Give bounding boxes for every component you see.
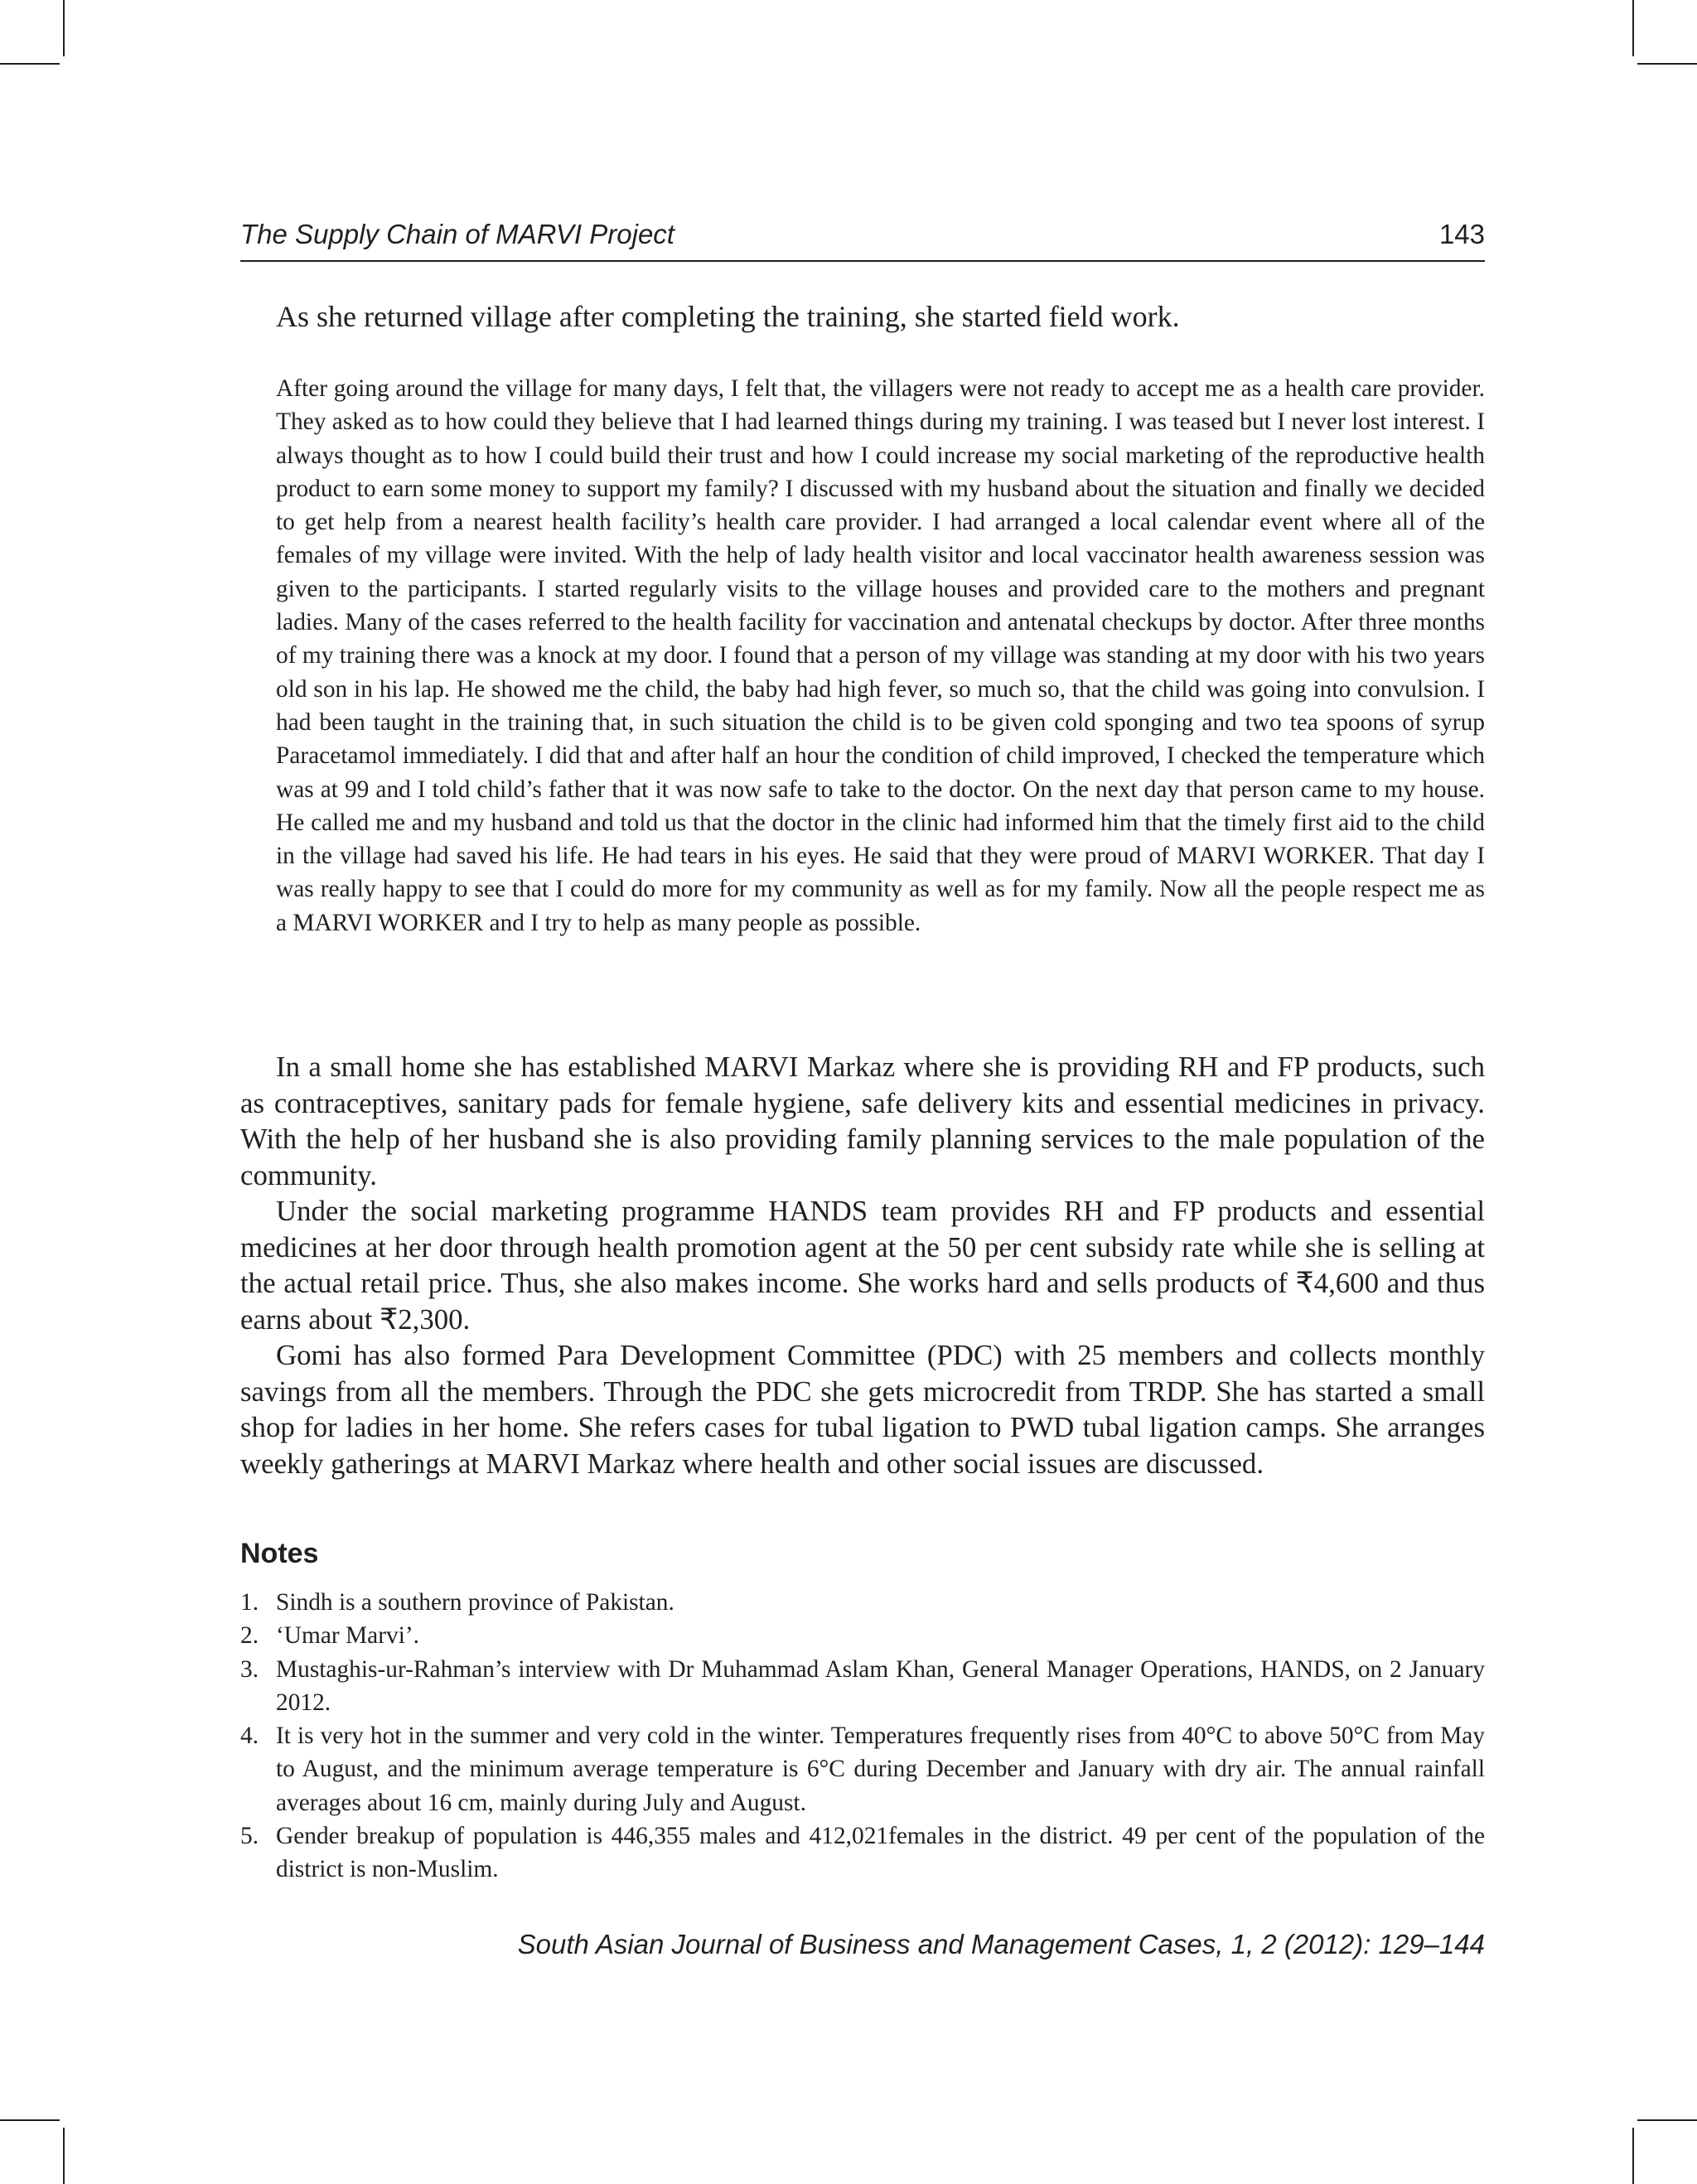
journal-footer: South Asian Journal of Business and Management Cases, 1, 2 (2012): 129–144 — [517, 1929, 1485, 1959]
note-number: 2. — [240, 1622, 259, 1650]
note-item — [240, 1586, 1485, 1619]
crop-mark-top-right-h — [1637, 63, 1697, 65]
note-item — [240, 1619, 1485, 1652]
note-number: 4. — [240, 1723, 259, 1750]
body-paragraph: In a small home she has established MARVI Markaz where she is providing RH and FP products, such as contraceptives, sanitary pads for female hygiene, safe delivery kits and essential medicines in privacy. With the help of her husband she is also providing family planning services to the male population of the community. — [240, 1051, 1485, 1191]
notes-heading: Notes — [240, 1538, 319, 1569]
note-number: 5. — [240, 1823, 259, 1850]
note-item — [240, 1819, 1485, 1887]
page-number: 143 — [1438, 219, 1485, 249]
note-number: 3. — [240, 1655, 259, 1683]
body-text — [240, 1049, 1485, 1481]
running-title: The Supply Chain of MARVI Project — [240, 219, 674, 249]
note-item — [240, 1653, 1485, 1720]
crop-mark-bottom-left-h — [0, 2119, 60, 2121]
lead-sentence: As she returned village after completing the training, she started field work. — [276, 300, 1180, 333]
crop-mark-top-right — [1632, 0, 1634, 56]
running-head — [240, 214, 1485, 262]
body-paragraph: Under the social marketing programme HANDS team provides RH and FP products and essential medicines at her door through health promotion agent at the 50 per cent subsidy rate while she is selling at the actual retail price. Thus, she also makes income. She works hard and sells products of ₹4,600 and thus earns about ₹2,300. — [240, 1195, 1485, 1336]
crop-mark-bottom-right-h — [1637, 2119, 1697, 2121]
note-number: 1. — [240, 1589, 259, 1616]
crop-mark-top-left-h — [0, 63, 60, 65]
note-text: Mustaghis-ur-Rahman’s interview with Dr Muhammad Aslam Khan, General Manager Operations, HANDS, on 2 January 2012. — [276, 1655, 1485, 1716]
note-text: It is very hot in the summer and very cold in the winter. Temperatures frequently rises from 40°C to above 50°C from May to August, and the minimum average temperature is 6°C during December and January with dry air. The annual rainfall averages about 16 cm, mainly during July and August. — [276, 1723, 1485, 1816]
note-text: Sindh is a southern province of Pakistan. — [276, 1589, 674, 1616]
note-text: Gender breakup of population is 446,355 males and 412,021females in the district. 49 per cent of the population of the district is non-Muslim. — [276, 1823, 1485, 1883]
crop-mark-top-left — [63, 0, 65, 56]
crop-mark-bottom-right — [1632, 2128, 1634, 2184]
note-item — [240, 1719, 1485, 1819]
body-paragraph: Gomi has also formed Para Development Committee (PDC) with 25 members and collects monthly savings from all the members. Through the PDC she gets microcredit from TRDP. She has started a small shop for ladies in her home. She refers cases for tubal ligation to PWD tubal ligation camps. She arranges weekly gatherings at MARVI Markaz where health and other social issues are discussed. — [240, 1339, 1485, 1480]
note-text: ‘Umar Marvi’. — [276, 1622, 420, 1650]
notes-list — [240, 1586, 1485, 1887]
crop-mark-bottom-left — [63, 2128, 65, 2184]
block-quote: After going around the village for many days, I felt that, the villagers were not ready to accept me as a health care provider. They asked as to how could they believe that I had learned things during my training. I was teased but I never lost interest. I always thought as to how I could build their trust and how I could increase my social marketing of the reproductive health product to earn some money to support my family? I discussed with my husband about the situation and finally we decided to get help from a nearest health facility’s health care provider. I had arranged a local calendar event where all of the females of my village were invited. With the help of lady health visitor and local vaccinator health awareness session was given to the participants. I started regularly visits to the village houses and provided care to the mothers and pregnant ladies. Many of the cases referred to the health facility for vaccination and antenatal checkups by doctor. After three months of my training there was a knock at my door. I found that a person of my village was standing at my door with his two years old son in his lap. He showed me the child, the baby had high fever, so much so, that the child was going into convulsion. I had been taught in the training that, in such situation the child is to be given cold sponging and two tea spoons of syrup Paracetamol immediately. I did that and after half an hour the condition of child improved, I checked the temperature which was at 99 and I told child’s father that it was now safe to take to the doctor. On the next day that person came to my house. He called me and my husband and told us that the doctor in the clinic had informed him that the timely first aid to the child in the village had saved his life. He had tears in his eyes. He said that they were proud of MARVI WORKER. That day I was really happy to see that I could do more for my community as well as for my family. Now all the people respect me as a MARVI WORKER and I try to help as many people as possible. — [276, 375, 1485, 936]
